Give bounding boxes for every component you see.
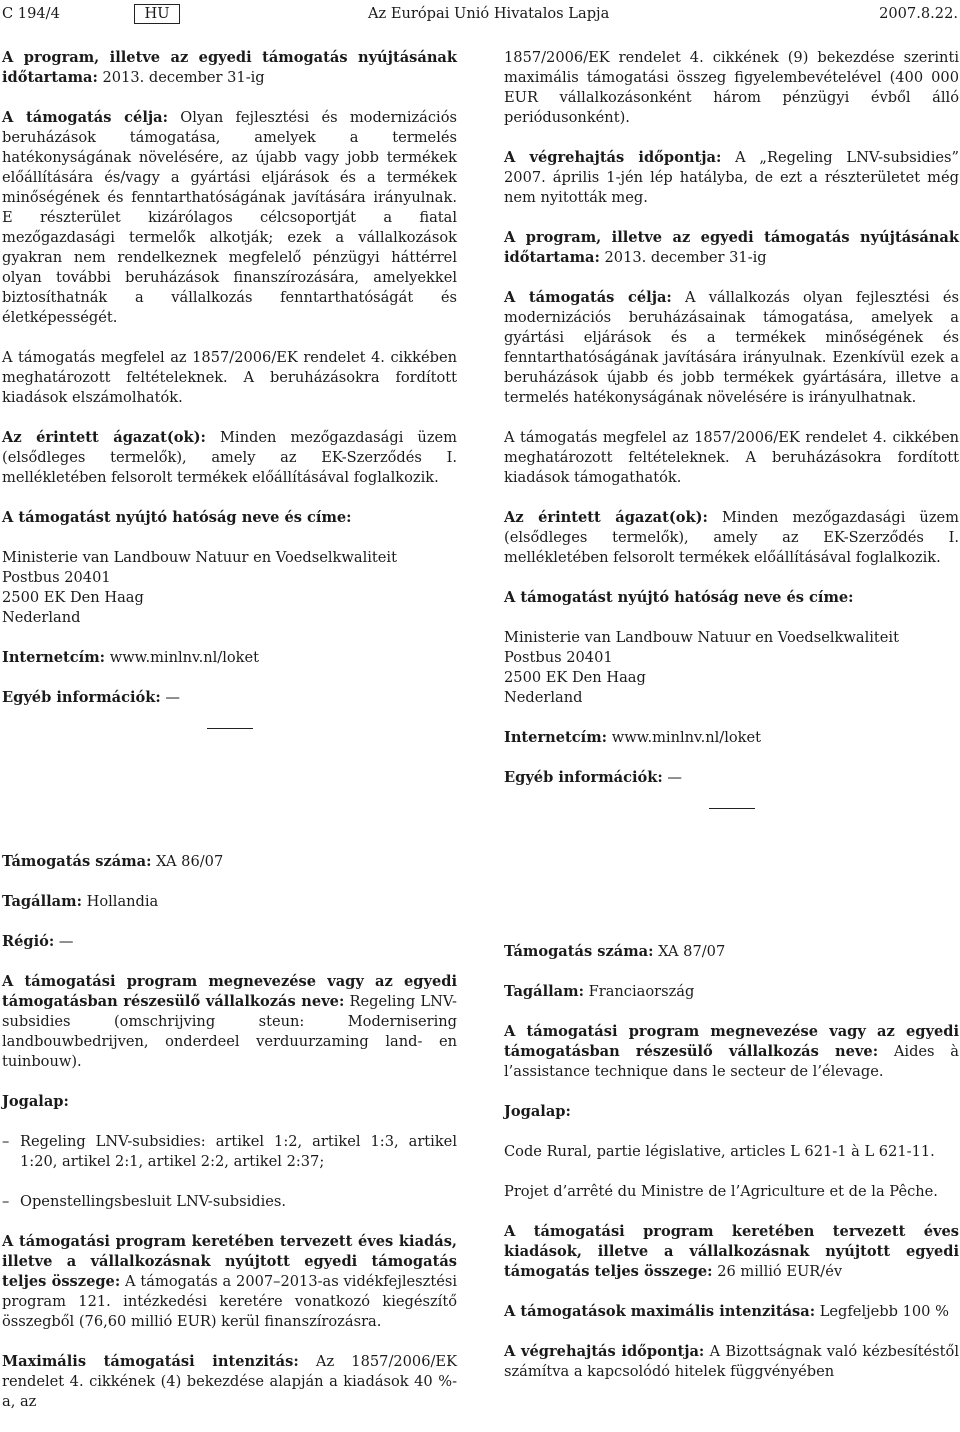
section-separator (709, 808, 755, 809)
conformity-text: A támogatás megfelel az 1857/2006/EK rendelet 4. cikkében meghatározott feltételeknek. A beruházásokra fordított kiadások elszámolhatók. (2, 349, 457, 406)
other-info: Egyéb információk: — (504, 769, 683, 786)
authority-heading: A támogatást nyújtó hatóság neve és címe: (504, 589, 854, 606)
aid-number: Támogatás száma: XA 86/07 (2, 853, 224, 870)
right-column (504, 48, 959, 829)
legal-basis-list (2, 1132, 457, 1212)
list-item: – Regeling LNV-subsidies: artikel 1:2, artikel 1:3, artikel 1:20, artikel 2:1, artikel 2:2, artikel 2:37; (2, 1132, 457, 1172)
max-intensity: Maximális támogatási intenzitás: Az 1857/2006/EK rendelet 4. cikkének (4) bekezdése alapján a kiadások 40 %-a, az (2, 1353, 457, 1410)
left-column-aid-xa86 (2, 852, 457, 1432)
legal-basis-2: Projet d’arrêté du Ministre de l’Agriculture et de la Pêche. (504, 1183, 938, 1200)
section-separator (207, 728, 253, 729)
scheme-title: A támogatási program megnevezése vagy az egyedi támogatásban részesülő vállalkozás neve: Aides à l’assistance technique dans le secteur de l’élevage. (504, 1023, 960, 1080)
website: Internetcím: www.minlnv.nl/loket (504, 729, 761, 746)
page-header (0, 4, 960, 26)
authority-address: Ministerie van Landbouw Natuur en Voedselkwaliteit Postbus 20401 2500 EK Den Haag Nederland (504, 629, 899, 706)
program-duration: A program, illetve az egyedi támogatás nyújtásának időtartama: 2013. december 31-ig (504, 229, 959, 266)
left-column (2, 48, 457, 749)
publication-date: 2007.8.22. (879, 5, 958, 22)
journal-title: Az Európai Unió Hivatalos Lapja (368, 5, 610, 22)
aid-objective: A támogatás célja: A vállalkozás olyan fejlesztési és modernizációs beruházásainak támogatása, amelyek a gyártási eljárások és a termékek minőségének és fenntarthatóságának javítására irányulnak. Ezenkívül ezek a beruházások újabb és jobb termékek gyártására, illetve a termelés hatékonyságának növelésére is irányulhatnak. (504, 289, 959, 406)
website: Internetcím: www.minlnv.nl/loket (2, 649, 259, 666)
legal-basis-1: Code Rural, partie législative, articles L 621-1 à L 621-11. (504, 1143, 935, 1160)
aid-objective: A támogatás célja: Olyan fejlesztési és modernizációs beruházások támogatása, amelyek a termelés hatékonyságának növelésére, az újabb vagy jobb termékek előállítására és/vagy a gyártási eljárások és a termékek minőségének és fenntarthatóságának javítására irányulnak. E részterület kizárólagos célcsoportját a fiatal mezőgazdasági termelők alkotják; ezek a vállalkozások gyakran nem rendelkeznek megfelelő pénzügyi háttérrel olyan további beruházások finanszírozására, amelyekkel biztosíthatnák a vállalkozás fenntarthatóságát és életképességét. (2, 109, 457, 326)
sector: Az érintett ágazat(ok): Minden mezőgazdasági üzem (elsődleges termelők), amely az EK-Szerződés I. mellékletében felsorolt termékek előállításával foglalkozik. (2, 429, 457, 486)
continued-text: 1857/2006/EK rendelet 4. cikkének (9) bekezdése szerinti maximális támogatási összeg figyelembevételével (400 000 EUR vállalkozásonként három pénzügyi évből álló periódusonként). (504, 49, 959, 126)
implementation-date: A végrehajtás időpontja: A „Regeling LNV-subsidies” 2007. április 1-jén lép hatályba, de ezt a részterületet még nem nyitották meg. (504, 149, 959, 206)
legal-basis-heading: Jogalap: (2, 1093, 69, 1110)
implementation-date: A végrehajtás időpontja: A Bizottságnak való kézbesítéstől számítva a kapcsolódó hitelek függvényében (504, 1343, 959, 1380)
program-duration: A program, illetve az egyedi támogatás nyújtásának időtartama: 2013. december 31-ig (2, 49, 457, 86)
member-state: Tagállam: Hollandia (2, 893, 159, 910)
annual-budget: A támogatási program keretében tervezett éves kiadások, illetve a vállalkozásnak nyújtott egyedi támogatás teljes összege: 26 millió EUR/év (504, 1223, 959, 1280)
authority-address: Ministerie van Landbouw Natuur en Voedselkwaliteit Postbus 20401 2500 EK Den Haag Nederland (2, 549, 397, 626)
page-number: C 194/4 (2, 5, 60, 22)
member-state: Tagállam: Franciaország (504, 983, 695, 1000)
list-item: – Openstellingsbesluit LNV-subsidies. (2, 1192, 457, 1212)
sector: Az érintett ágazat(ok): Minden mezőgazdasági üzem (elsődleges termelők), amely az EK-Szerződés I. mellékletében felsorolt termékek előállításával foglalkozik. (504, 509, 959, 566)
conformity-text: A támogatás megfelel az 1857/2006/EK rendelet 4. cikkében meghatározott feltételeknek. A beruházásokra fordított kiadások támogathatók. (504, 429, 959, 486)
max-intensity: A támogatások maximális intenzitása: Legfeljebb 100 % (504, 1303, 949, 1320)
annual-budget: A támogatási program keretében tervezett éves kiadás, illetve a vállalkozásnak nyújtott egyedi támogatás teljes összege: A támogatás a 2007–2013-as vidékfejlesztési program 121. intézkedési keretére vonatkozó kiegészítő összegből (76,60 millió EUR) kerül finanszírozásra. (2, 1233, 457, 1330)
aid-number: Támogatás száma: XA 87/07 (504, 943, 726, 960)
scheme-title: A támogatási program megnevezése vagy az egyedi támogatásban részesülő vállalkozás neve: Regeling LNV-subsidies (omschrijving steun: Modernisering landbouwbedrijven, onderdeel verduurzaming land- en tuinbouw). (2, 973, 457, 1070)
other-info: Egyéb információk: — (2, 689, 181, 706)
authority-heading: A támogatást nyújtó hatóság neve és címe: (2, 509, 352, 526)
region: Régió: — (2, 933, 74, 950)
language-code-box: HU (134, 4, 180, 24)
legal-basis-heading: Jogalap: (504, 1103, 571, 1120)
right-column-aid-xa87 (504, 942, 959, 1402)
